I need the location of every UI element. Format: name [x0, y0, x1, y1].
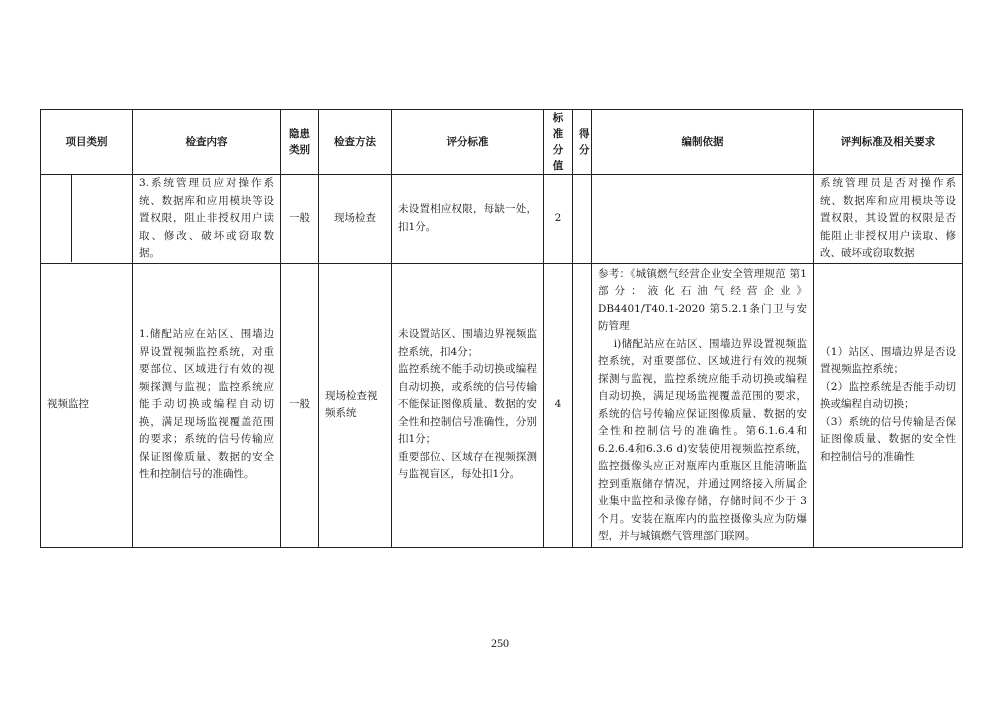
scoring-cell	[392, 263, 544, 547]
score-cell	[573, 175, 592, 264]
requirements-cell: 系统管理员是否对操作系统、数据库和应用模块等设置权限，其设置的权限是否能阻止非授权用户读取、修改、破坏或窃取数据	[814, 175, 963, 264]
scoring-line: 未设置站区、围墙边界视频监控系统，扣4分；	[398, 328, 537, 358]
header-score: 得分	[573, 110, 592, 175]
requirement-line: （2）监控系统是否能手动切换或编程自动切换；	[820, 380, 956, 411]
score-cell	[573, 263, 592, 547]
basis-reference: 参考：《城镇燃气经营企业安全管理规范 第1部分：液化石油气经营企业》DB4401/T40.1-2020 第5.2.1条门卫与安防管理	[598, 267, 807, 332]
header-content: 检查内容	[133, 110, 281, 175]
basis-cell	[592, 175, 814, 264]
scoring-line: 监控系统不能手动切换或编程自动切换，或系统的信号传输不能保证图像质量、数据的安全性和控制信号准确性，分别扣1分；	[398, 363, 537, 446]
method-cell: 现场检查	[319, 175, 392, 264]
requirement-line: （3）系统的信号传输是否保证图像质量、数据的安全性和控制信号的准确性	[820, 415, 956, 463]
std-score-cell: 2	[544, 175, 573, 264]
header-requirements: 评判标准及相关要求	[814, 110, 963, 175]
hazard-cell: 一般	[281, 263, 319, 547]
header-basis: 编制依据	[592, 110, 814, 175]
table-row	[41, 263, 963, 547]
header-category: 项目类别	[41, 110, 133, 175]
content-cell: 1.储配站应在站区、围墙边界设置视频监控系统，对重要部位、区域进行有效的视频探测与监视；监控系统应能手动切换或编程自动切换，满足现场监视覆盖范围的要求；系统的信号传输应保证图像质量、数据的安全性和控制信号的准确性。	[133, 263, 281, 547]
scoring-cell: 未设置相应权限，每缺一处，扣1分。	[392, 175, 544, 264]
header-method: 检查方法	[319, 110, 392, 175]
header-scoring: 评分标准	[392, 110, 544, 175]
category-cell	[41, 175, 133, 264]
requirements-cell	[814, 263, 963, 547]
content-cell: 3.系统管理员应对操作系统、数据库和应用模块等设置权限，阻止非授权用户读取、修改、破坏或窃取数据。	[133, 175, 281, 264]
header-std-score: 标准分值	[544, 110, 573, 175]
scoring-line: 重要部位、区域存在视频探测与监视盲区，每处扣1分。	[398, 450, 537, 481]
page-number: 250	[491, 636, 509, 650]
basis-clause: i)储配站应在站区、围墙边界设置视频监控系统，对重要部位、区域进行有效的视频探测与监视，监控系统应能手动切换或编程自动切换，满足现场监视覆盖范围的要求，系统的信号传输应保证图像质量、数据的安全性和控制信号的准确性。第6.1.6.4和6.2.6.4和6.3.6 d)安装使用视频监控系统，监控摄像头应正对瓶库内重瓶区且能清晰监控到重瓶储存情况，并通过网络接入所属企业集中监控和录像存储，存储时间不少于 3 个月。安装在瓶库内的监控摄像头应为防爆型，并与城镇燃气管理部门联网。	[598, 337, 807, 542]
inspection-table	[40, 109, 963, 548]
method-cell: 现场检查视频系统	[319, 263, 392, 547]
category-cell: 视频监控	[41, 263, 133, 547]
requirement-line: （1）站区、围墙边界是否设置视频监控系统；	[820, 345, 956, 376]
std-score-cell: 4	[544, 263, 573, 547]
header-hazard: 隐患类别	[281, 110, 319, 175]
table-row	[41, 175, 963, 264]
table-header-row	[41, 110, 963, 175]
hazard-cell: 一般	[281, 175, 319, 264]
basis-cell	[592, 263, 814, 547]
